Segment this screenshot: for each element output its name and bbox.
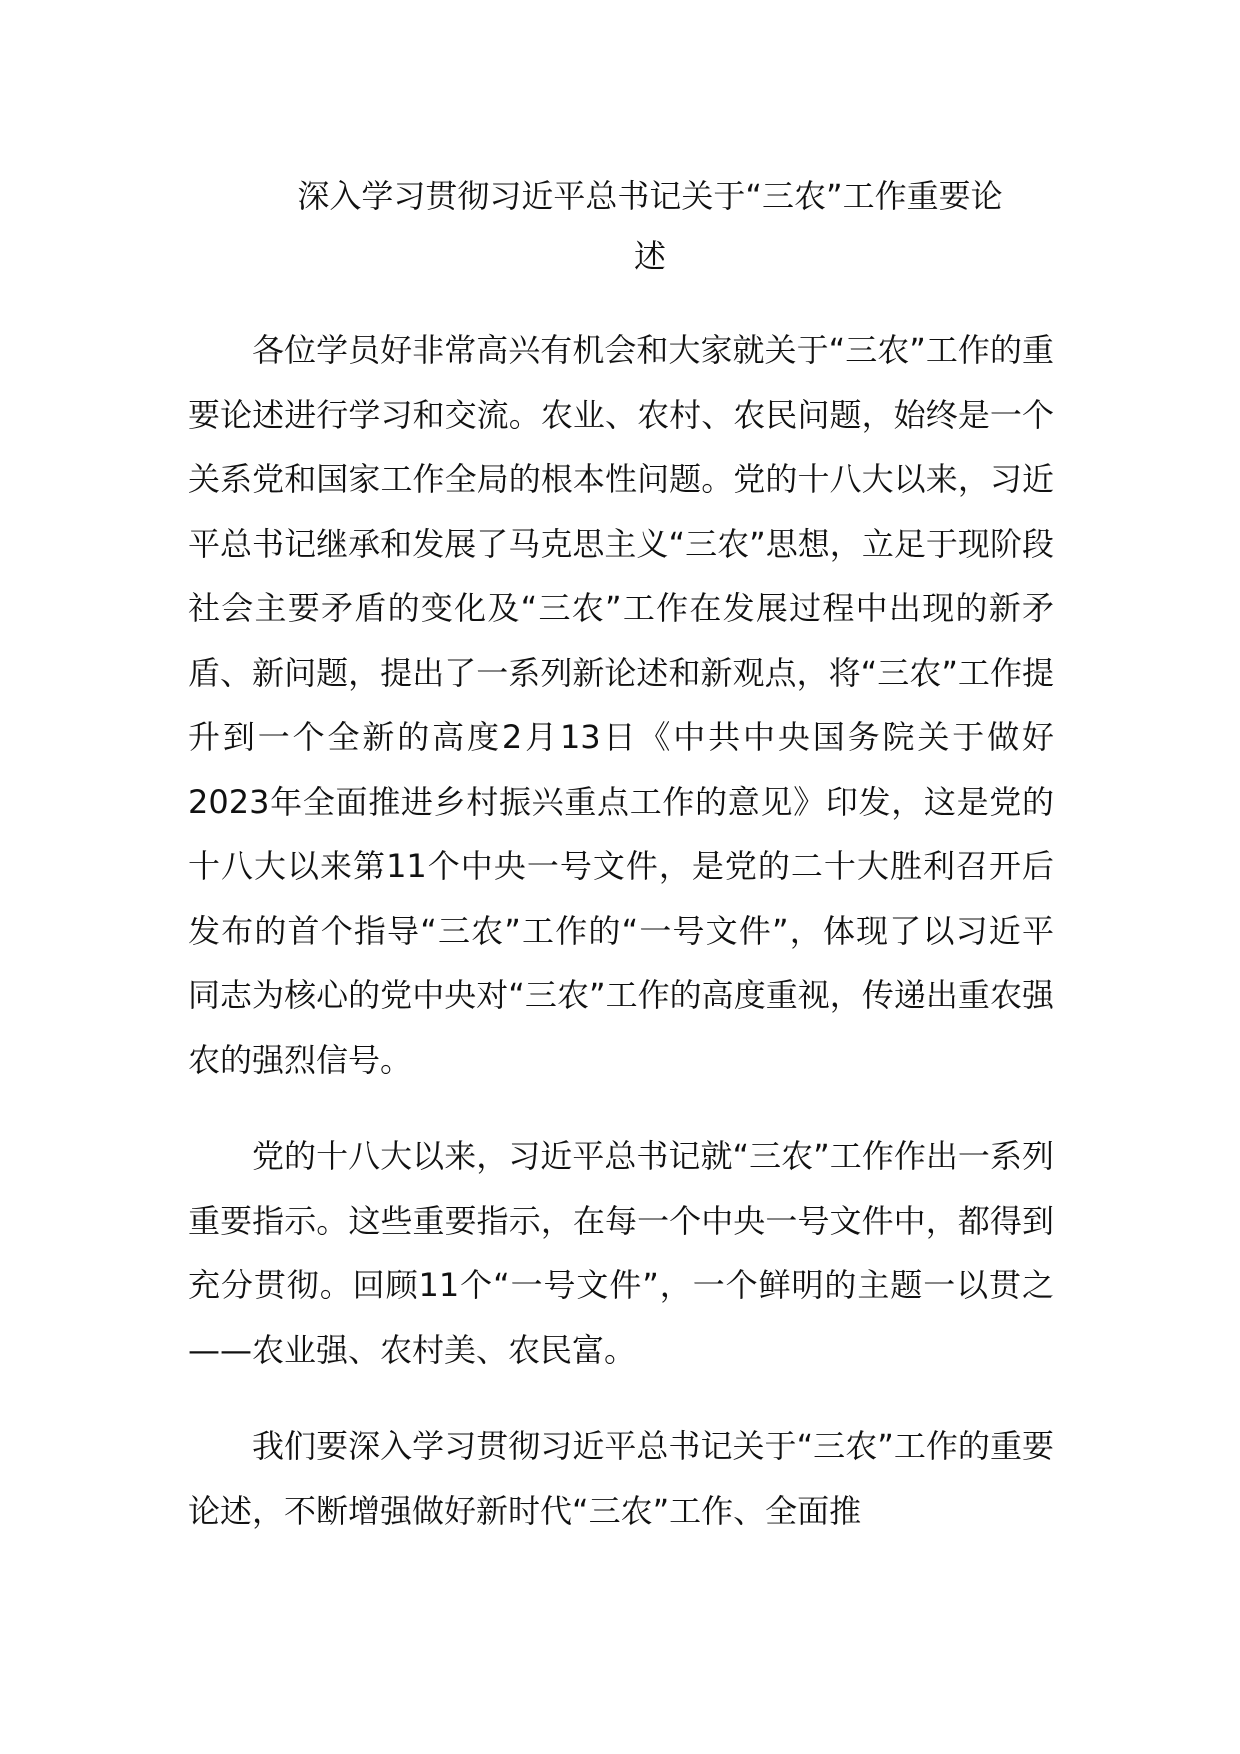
paragraph-3: 我们要深入学习贯彻习近平总书记关于“三农”工作的重要论述，不断增强做好新时代“三农”工作、全面推 (188, 1427, 1054, 1530)
title-line-2: 述 (633, 237, 666, 275)
paragraph-2: 党的十八大以来，习近平总书记就“三农”工作作出一系列重要指示。这些重要指示，在每一个中央一号文件中，都得到充分贯彻。回顾11个“一号文件”，一个鲜明的主题一以贯之——农业强、农村美、农民富。 (188, 1137, 1054, 1369)
paragraph-1: 各位学员好非常高兴有机会和大家就关于“三农”工作的重要论述进行学习和交流。农业、农村、农民问题，始终是一个关系党和国家工作全局的根本性问题。党的十八大以来，习近平总书记继承和发展了马克思主义“三农”思想，立足于现阶段社会主要矛盾的变化及“三农”工作在发展过程中出现的新矛盾、新问题，提出了一系列新论述和新观点，将“三农”工作提升到一个全新的高度2月13日《中共中央国务院关于做好2023年全面推进乡村振兴重点工作的意见》印发，这是党的十八大以来第11个中央一号文件，是党的二十大胜利召开后发布的首个指导“三农”工作的“一号文件”，体现了以习近平同志为核心的党中央对“三农”工作的高度重视，传递出重农强农的强烈信号。 (188, 331, 1054, 1079)
title-line-1: 深入学习贯彻习近平总书记关于“三农”工作重要论 (297, 177, 1003, 215)
document-body (188, 318, 1054, 1575)
document-title (250, 166, 1050, 286)
